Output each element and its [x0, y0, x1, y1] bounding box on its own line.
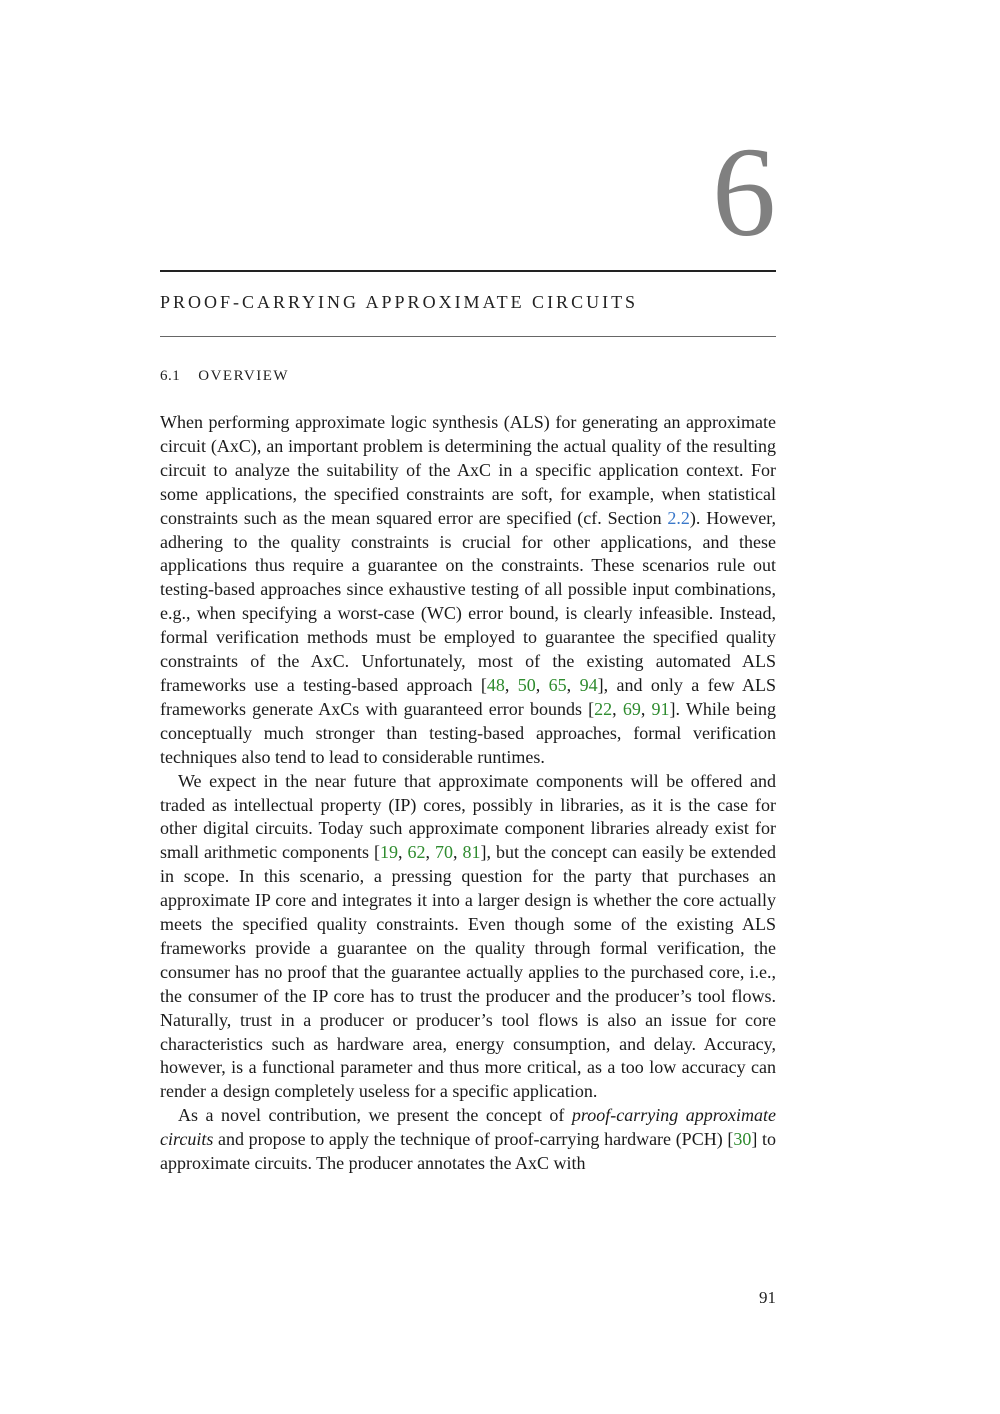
section-number: 6.1 [160, 368, 181, 384]
text-run: As a novel contribution, we present the concept of [178, 1105, 572, 1126]
citation-link[interactable]: 70 [435, 842, 454, 863]
text-run: When performing approximate logic synthesis (ALS) for generating an approximate circuit (AxC), an important problem is determining the actual quality of the resulting circuit to analyze the suitability of the AxC in a specific application context. For some applications, the specified constraints are soft, for example, when statistical constraints such as the mean squared error are specified (cf. Section [160, 412, 776, 528]
text-run: , [425, 842, 436, 863]
text-run: ). However, adhering to the quality constraints is crucial for other applications, and these applications thus require a guarantee on the constraints. These scenarios rule out testing-based approaches since exhaustive testing of all possible input combinations, e.g., when specifying a worst-case (WC) error bound, is clearly infeasible. Instead, formal verification methods must be employed to guarantee the specified quality constraints of the AxC. Unfortunately, most of the existing automated ALS frameworks use a testing-based approach [ [160, 507, 776, 695]
text-run: and propose to apply the technique of proof-carrying hardware (PCH) [ [213, 1129, 734, 1150]
paragraph-2 [160, 770, 776, 1105]
paragraph-1 [160, 411, 776, 770]
text-run: , [612, 698, 623, 719]
text-run: , [535, 674, 549, 695]
chapter-rule-top [160, 270, 776, 272]
text-run: , [566, 674, 580, 695]
citation-link[interactable]: 65 [548, 674, 567, 695]
emphasized-term: proof-carrying approximate circuits [160, 1105, 777, 1150]
text-run: ] to approximate circuits. The producer annotates the AxC with [160, 1129, 777, 1174]
text-run: ], but the concept can easily be extended in scope. In this scenario, a pressing question for the party that purchases an approximate IP core and integrates it into a larger design is whether the core actually meets the specified quality constraints. Even though some of the existing ALS frameworks provide a guarantee on the quality through formal verification, the consumer has no proof that the guarantee actually applies to the purchased core, i.e., the consumer of the IP core has to trust the producer and the producer’s tool flows. Naturally, trust in a producer or producer’s tool flows is also an issue for core characteristics such as hardware area, energy consumption, and delay. Accuracy, however, is a functional parameter and thus more critical, as a too low accuracy can render a design completely useless for a specific application. [160, 842, 776, 1102]
citation-link[interactable]: 69 [622, 698, 641, 719]
citation-link[interactable]: 19 [379, 842, 398, 863]
citation-link[interactable]: 81 [462, 842, 481, 863]
text-run: We expect in the near future that approximate components will be offered and traded as intellectual property (IP) cores, possibly in libraries, as it is the case for other digital circuits. Today such approximate component libraries already exist for small arithmetic components [ [160, 770, 776, 863]
citation-link[interactable]: 94 [579, 674, 598, 695]
section-heading [160, 368, 289, 385]
paragraph-3 [160, 1104, 776, 1176]
text-run: , [640, 698, 652, 719]
citation-link[interactable]: 48 [486, 674, 505, 695]
text-run: , [453, 842, 463, 863]
text-run: ]. While being conceptually much stronger than testing-based approaches, formal verification techniques also tend to lead to considerable runtimes. [160, 698, 777, 767]
citation-link[interactable]: 91 [651, 698, 670, 719]
citation-link[interactable]: 62 [407, 842, 426, 863]
page-number: 91 [759, 1288, 776, 1307]
text-run: , [397, 842, 408, 863]
citation-link[interactable]: 30 [733, 1129, 752, 1150]
body-text [160, 411, 776, 1176]
citation-link[interactable]: 50 [517, 674, 536, 695]
chapter-number: 6 [712, 121, 776, 263]
section-reference-link[interactable]: 2.2 [667, 507, 690, 528]
citation-link[interactable]: 22 [594, 698, 613, 719]
section-title: OVERVIEW [198, 368, 290, 384]
text-run: , [504, 674, 518, 695]
chapter-title: PROOF-CARRYING APPROXIMATE CIRCUITS [160, 292, 639, 312]
text-run: ], and only a few ALS frameworks generate AxCs with guaranteed error bounds [ [160, 674, 777, 719]
chapter-rule-bottom [160, 336, 776, 337]
